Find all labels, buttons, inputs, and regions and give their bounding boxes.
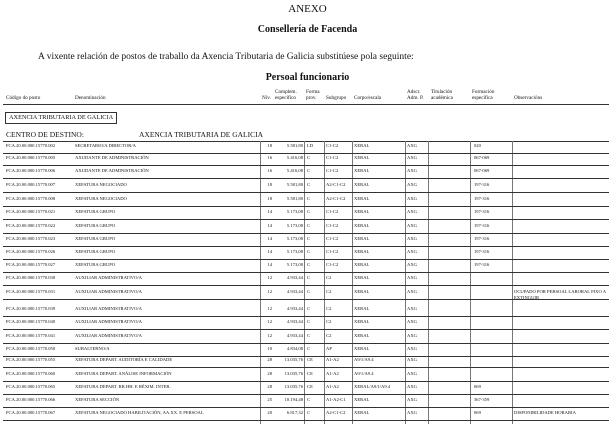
- row-rule: [3, 343, 609, 344]
- row-rule: [3, 206, 609, 207]
- row-forma: C: [307, 333, 311, 338]
- row-rule: [3, 285, 609, 286]
- table-row: [0, 371, 615, 384]
- row-denominacion: XEFATURA SECCIÓN: [75, 397, 120, 402]
- row-niv: 16: [267, 168, 272, 173]
- row-adscr: AXG: [407, 397, 417, 402]
- row-forma: C: [307, 182, 311, 187]
- row-denominacion: AUXILIAR ADMINISTRATIVO/A: [75, 275, 142, 280]
- row-adscr: AXG: [407, 289, 417, 294]
- row-formacion: 197-316: [474, 236, 490, 241]
- row-subgrupo: A2-C1-C2: [326, 182, 346, 187]
- row-niv: 28: [267, 357, 272, 362]
- row-adscr: AXG: [407, 275, 417, 280]
- row-code: FCA.20.00.000.15770.005: [6, 155, 56, 160]
- row-complemento: 13.035,76: [284, 384, 303, 389]
- row-niv: 28: [267, 371, 272, 376]
- row-code: FCA.20.00.000.15770.030: [6, 275, 56, 280]
- table-row: [0, 209, 615, 222]
- row-forma: C: [307, 209, 311, 214]
- row-subgrupo: C2: [326, 275, 332, 280]
- table-row: [0, 275, 615, 288]
- row-forma: CE: [307, 371, 313, 376]
- row-denominacion: AUXILIAR ADMINISTRATIVO/A: [75, 289, 142, 294]
- row-forma: CE: [307, 357, 313, 362]
- row-forma: C: [307, 306, 311, 311]
- row-complemento: 4.834,08: [286, 346, 303, 351]
- row-adscr: AXG: [407, 196, 417, 201]
- header-denominacion: Denominación: [75, 95, 106, 101]
- row-denominacion: XEFATURA GRUPO: [75, 223, 116, 228]
- row-formacion: 069: [474, 410, 481, 415]
- row-denominacion: XEFATURA NEGOCIADO: [75, 196, 127, 201]
- row-rule: [3, 246, 609, 247]
- header-forma: Forma prov.: [306, 89, 320, 101]
- row-code: FCA.20.00.000.15770.027: [6, 262, 56, 267]
- intro-text: A vixente relación de postos de traballo da Axencia Tributaria de Galicia substitúese pola seguinte:: [38, 52, 414, 62]
- table-header: [0, 88, 615, 104]
- row-denominacion: XEFATURA DEPART. ANÁLISE INFORMACIÓN: [75, 371, 172, 376]
- table-row: [0, 410, 615, 423]
- row-rule: [3, 420, 609, 421]
- header-rule: [3, 104, 609, 105]
- row-complemento: 6.817,32: [286, 410, 303, 415]
- row-subgrupo: C1-C2: [326, 209, 339, 214]
- row-niv: 14: [267, 209, 272, 214]
- row-code: FCA.20.00.000.15770.050: [6, 346, 56, 351]
- row-forma: C: [307, 196, 311, 201]
- row-niv: 25: [267, 397, 272, 402]
- row-niv: 14: [267, 262, 272, 267]
- header-niv: Nív.: [262, 95, 271, 101]
- row-complemento: 4.933,44: [286, 275, 303, 280]
- table-row: [0, 306, 615, 319]
- row-niv: 14: [267, 223, 272, 228]
- agency-label: AXENCIA TRIBUTARIA DE GALICIA: [9, 114, 114, 121]
- department-title: Consellería de Facenda: [257, 24, 358, 35]
- row-corpo: XERAL: [354, 143, 370, 148]
- row-complemento: 4.933,44: [286, 319, 303, 324]
- row-code: FCA.20.00.000.15770.026: [6, 249, 56, 254]
- row-corpo: XERAL: [354, 275, 370, 280]
- header-formacion: Formación específica: [472, 89, 495, 101]
- row-subgrupo: C1-C2: [326, 249, 339, 254]
- row-forma: C: [307, 319, 311, 324]
- centro-label: CENTRO DE DESTINO:: [6, 130, 84, 139]
- row-code: FCA.20.00.000.15770.060: [6, 371, 56, 376]
- row-rule: [3, 367, 609, 368]
- row-adscr: AXG: [407, 249, 417, 254]
- row-niv: 18: [267, 143, 272, 148]
- row-complemento: 13.035,76: [284, 357, 303, 362]
- row-forma: C: [307, 346, 311, 351]
- row-subgrupo: A1-A2-C1: [326, 397, 346, 402]
- row-subgrupo: C1-C2: [326, 236, 339, 241]
- row-forma: C: [307, 410, 311, 415]
- row-rule: [3, 165, 609, 166]
- row-complemento: 5.173,08: [286, 209, 303, 214]
- row-corpo: XERAL: [354, 289, 370, 294]
- row-code: FCA.20.00.000.15770.066: [6, 397, 56, 402]
- row-formacion: 197-316: [474, 249, 490, 254]
- row-subgrupo: A1-A2: [326, 357, 339, 362]
- row-corpo: XERAL: [354, 346, 370, 351]
- row-denominacion: XEFATURA GRUPO: [75, 209, 116, 214]
- row-rule: [3, 192, 609, 193]
- row-subgrupo: A1-A2: [326, 371, 339, 376]
- row-forma: C: [307, 249, 311, 254]
- row-adscr: AXG: [407, 384, 417, 389]
- row-forma: C: [307, 155, 311, 160]
- row-code: FCA.20.00.000.15770.006: [6, 168, 56, 173]
- row-adscr: AXG: [407, 262, 417, 267]
- row-rule: [3, 394, 609, 395]
- row-rule: [3, 178, 609, 179]
- row-complemento: 10.194,48: [284, 397, 303, 402]
- row-corpo: XERAL: [354, 209, 370, 214]
- row-adscr: AXG: [407, 182, 417, 187]
- table-row: [0, 236, 615, 249]
- row-code: FCA.20.00.000.15770.065: [6, 384, 56, 389]
- row-niv: 12: [267, 333, 272, 338]
- row-subgrupo: C2: [326, 319, 332, 324]
- table-row: [0, 319, 615, 332]
- row-complemento: 5.173,08: [286, 223, 303, 228]
- row-code: FCA.20.00.000.15770.067: [6, 410, 56, 415]
- row-subgrupo: C1-C2: [326, 262, 339, 267]
- row-formacion: 067-069: [474, 155, 490, 160]
- row-observacions: OCUPADO POR PERSOAL LABORAL FIXO A EXTINGUIR: [514, 289, 606, 300]
- row-corpo: A9/1/A9.4: [354, 357, 374, 362]
- row-forma: C: [307, 223, 311, 228]
- row-corpo: A9/1/A9.4: [354, 371, 374, 376]
- row-forma: CE: [307, 384, 313, 389]
- row-rule: [3, 153, 609, 154]
- row-niv: 18: [267, 182, 272, 187]
- row-adscr: AXG: [407, 319, 417, 324]
- table-row: [0, 249, 615, 262]
- row-corpo: XERAL: [354, 397, 370, 402]
- row-rule: [3, 259, 609, 260]
- table-row: [0, 289, 615, 302]
- row-code: FCA.20.00.000.15770.041: [6, 333, 56, 338]
- header-adscr: Adscr. Adm. P.: [407, 89, 424, 101]
- row-denominacion: SUBALTERNO/A: [75, 346, 110, 351]
- row-adscr: AXG: [407, 346, 417, 351]
- row-code: FCA.20.00.000.15770.039: [6, 306, 56, 311]
- row-complemento: 5.416,08: [286, 155, 303, 160]
- row-adscr: AXG: [407, 223, 417, 228]
- table-row: [0, 155, 615, 168]
- row-complemento: 13.035,76: [284, 371, 303, 376]
- table-row: [0, 384, 615, 397]
- row-adscr: AXG: [407, 410, 417, 415]
- table-row: [0, 223, 615, 236]
- row-forma: LD: [307, 143, 314, 148]
- row-formacion: 197-316: [474, 196, 490, 201]
- row-adscr: AXG: [407, 333, 417, 338]
- row-complemento: 4.933,44: [286, 289, 303, 294]
- row-denominacion: XEFATURA NEGOCIADO: [75, 182, 127, 187]
- row-denominacion: XEFATURA DEPART. RR.HH. E RÉXIM. INTER.: [75, 384, 171, 389]
- agency-box: [5, 112, 117, 124]
- header-corpo: Corpo/escala: [354, 95, 382, 101]
- page-title: ANEXO: [288, 3, 327, 15]
- centro-rule: [3, 141, 609, 142]
- row-niv: 10: [267, 346, 272, 351]
- header-complemento: Complem. específico: [275, 89, 297, 101]
- row-complemento: 5.581,80: [286, 143, 303, 148]
- row-formacion: 197-316: [474, 262, 490, 267]
- row-forma: C: [307, 289, 311, 294]
- row-denominacion: XEFATURA GRUPO: [75, 262, 116, 267]
- row-corpo: XERAL/A9/1/A9.4: [354, 384, 391, 389]
- row-adscr: AXG: [407, 357, 417, 362]
- row-code: FCA.20.00.000.15770.040: [6, 319, 56, 324]
- row-corpo: XERAL: [354, 319, 370, 324]
- row-observacions: DISPONIBILIDADE HORARIA: [514, 410, 576, 415]
- row-adscr: AXG: [407, 209, 417, 214]
- row-corpo: XERAL: [354, 155, 370, 160]
- row-adscr: AXG: [407, 236, 417, 241]
- row-corpo: XERAL: [354, 262, 370, 267]
- row-code: FCA.20.00.000.15770.023: [6, 236, 56, 241]
- row-corpo: XERAL: [354, 249, 370, 254]
- row-denominacion: XEFATURA NEGOCIADO HABILITACIÓN, AA.XX. E PERSOAL: [75, 410, 204, 415]
- row-formacion: 069: [474, 384, 481, 389]
- row-corpo: XERAL: [354, 333, 370, 338]
- row-rule: [3, 219, 609, 220]
- row-subgrupo: C1-C2: [326, 155, 339, 160]
- row-niv: 16: [267, 155, 272, 160]
- row-formacion: 020: [474, 143, 481, 148]
- row-denominacion: XEFATURA DEPART. AUDITORÍA E CALIDADE: [75, 357, 173, 362]
- row-complemento: 4.933,44: [286, 306, 303, 311]
- row-niv: 14: [267, 236, 272, 241]
- row-formacion: 067-069: [474, 168, 490, 173]
- row-forma: C: [307, 397, 311, 402]
- row-adscr: AXG: [407, 168, 417, 173]
- row-complemento: 4.933,44: [286, 333, 303, 338]
- row-subgrupo: C2: [326, 289, 332, 294]
- row-code: FCA.20.00.000.15770.021: [6, 209, 56, 214]
- header-observacions: Observacións: [514, 95, 543, 101]
- table-row: [0, 397, 615, 410]
- row-complemento: 5.173,08: [286, 249, 303, 254]
- row-corpo: XERAL: [354, 182, 370, 187]
- row-forma: C: [307, 262, 311, 267]
- table-row: [0, 196, 615, 209]
- row-rule: [3, 316, 609, 317]
- row-corpo: XERAL: [354, 196, 370, 201]
- row-subgrupo: A2-C1-C2: [326, 196, 346, 201]
- row-niv: 12: [267, 289, 272, 294]
- row-adscr: AXG: [407, 306, 417, 311]
- row-corpo: XERAL: [354, 410, 370, 415]
- row-complemento: 5.416,08: [286, 168, 303, 173]
- row-code: FCA.20.00.000.15770.031: [6, 289, 56, 294]
- row-complemento: 5.173,08: [286, 236, 303, 241]
- row-subgrupo: C1-C2: [326, 168, 339, 173]
- row-corpo: XERAL: [354, 168, 370, 173]
- row-adscr: AXG: [407, 371, 417, 376]
- row-code: FCA.20.00.000.15770.008: [6, 196, 56, 201]
- row-niv: 12: [267, 319, 272, 324]
- row-niv: 12: [267, 306, 272, 311]
- table-row: [0, 357, 615, 370]
- row-niv: 20: [267, 410, 272, 415]
- row-subgrupo: C1-C2: [326, 143, 339, 148]
- row-denominacion: AXUDANTE DE ADMINISTRACIÓN: [75, 155, 149, 160]
- row-code: FCA.20.00.000.15770.007: [6, 182, 56, 187]
- row-subgrupo: AP: [326, 346, 332, 351]
- row-complemento: 5.581,80: [286, 182, 303, 187]
- row-rule: [3, 381, 609, 382]
- table-row: [0, 182, 615, 195]
- row-formacion: 367-359: [474, 397, 490, 402]
- header-codigo: Código do posto: [6, 95, 41, 101]
- row-formacion: 197-316: [474, 182, 490, 187]
- row-niv: 18: [267, 196, 272, 201]
- section-title: Persoal funcionario: [265, 72, 350, 83]
- row-corpo: XERAL: [354, 306, 370, 311]
- row-denominacion: XEFATURA GRUPO: [75, 236, 116, 241]
- row-rule: [3, 407, 609, 408]
- row-subgrupo: A1-A2: [326, 384, 339, 389]
- row-code: FCA.20.00.000.15770.002: [6, 143, 56, 148]
- row-adscr: AXG: [407, 155, 417, 160]
- row-denominacion: SECRETARIO/A DIRECTOR/A: [75, 143, 136, 148]
- row-forma: C: [307, 236, 311, 241]
- row-rule: [3, 272, 609, 273]
- row-denominacion: AUXILIAR ADMINISTRATIVO/A: [75, 333, 142, 338]
- row-corpo: XERAL: [354, 236, 370, 241]
- table-row: [0, 333, 615, 346]
- row-forma: C: [307, 168, 311, 173]
- row-formacion: 197-316: [474, 209, 490, 214]
- row-denominacion: AUXILIAR ADMINISTRATIVO/A: [75, 306, 142, 311]
- row-subgrupo: C2: [326, 306, 332, 311]
- row-rule: [3, 233, 609, 234]
- row-niv: 28: [267, 384, 272, 389]
- row-subgrupo: A2-C1-C2: [326, 410, 346, 415]
- header-titulacion: Titulación académica: [431, 89, 453, 101]
- row-complemento: 5.581,80: [286, 196, 303, 201]
- row-niv: 12: [267, 275, 272, 280]
- row-rule: [3, 299, 609, 300]
- row-rule: [3, 329, 609, 330]
- row-denominacion: AXUDANTE DE ADMINISTRACIÓN: [75, 168, 149, 173]
- row-niv: 14: [267, 249, 272, 254]
- row-subgrupo: C1-C2: [326, 223, 339, 228]
- row-denominacion: AUXILIAR ADMINISTRATIVO/A: [75, 319, 142, 324]
- row-formacion: 197-316: [474, 223, 490, 228]
- centro-name: AXENCIA TRIBUTARIA DE GALICIA: [139, 130, 264, 139]
- row-denominacion: XEFATURA GRUPO: [75, 249, 116, 254]
- row-subgrupo: C2: [326, 333, 332, 338]
- table-row: [0, 262, 615, 275]
- row-forma: C: [307, 275, 311, 280]
- table-row: [0, 168, 615, 181]
- header-subgrupo: Subgrupo: [326, 95, 347, 101]
- row-complemento: 5.173,08: [286, 262, 303, 267]
- row-code: FCA.20.00.000.15770.055: [6, 357, 56, 362]
- row-adscr: AXG: [407, 143, 417, 148]
- row-code: FCA.20.00.000.15770.022: [6, 223, 56, 228]
- row-corpo: XERAL: [354, 223, 370, 228]
